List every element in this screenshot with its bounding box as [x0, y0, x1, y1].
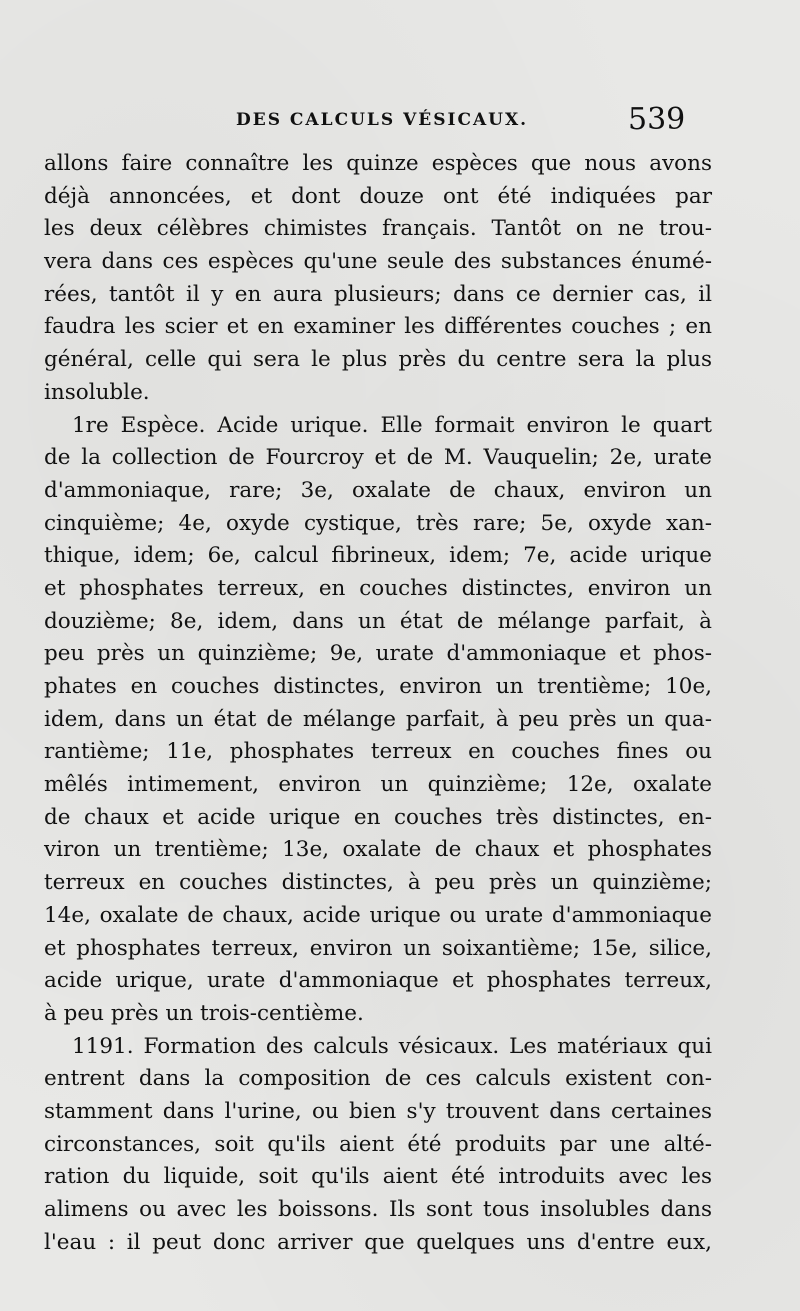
text-line: mêlés intimement, environ un quinzième; 12e, oxalate [44, 772, 712, 798]
body-text [44, 148, 712, 1259]
text-line: terreux en couches distinctes, à peu près un quinzième; [44, 870, 712, 896]
text-line: faudra les scier et en examiner les différentes couches ; en [44, 314, 712, 340]
text-line: 14e, oxalate de chaux, acide urique ou urate d'ammoniaque [44, 902, 712, 928]
page-number: 539 [628, 102, 686, 137]
text-line: allons faire connaître les quinze espèces que nous avons [44, 151, 712, 176]
text-line: thique, idem; 6e, calcul fibrineux, idem; 7e, acide urique [44, 543, 712, 569]
text-line: rantième; 11e, phosphates terreux en couches fines ou [44, 739, 712, 765]
text-line: d'ammoniaque, rare; 3e, oxalate de chaux, environ un [44, 477, 712, 503]
text-line: cinquième; 4e, oxyde cystique, très rare; 5e, oxyde xan- [44, 510, 712, 536]
text-line: 1191. Formation des calculs vésicaux. Les matériaux qui [72, 1033, 712, 1059]
text-line: alimens ou avec les boissons. Ils sont tous insolubles dans [44, 1197, 712, 1222]
text-line: rées, tantôt il y en aura plusieurs; dans ce dernier cas, il [44, 281, 712, 307]
text-line: peu près un quinzième; 9e, urate d'ammoniaque et phos- [44, 641, 712, 667]
text-line: général, celle qui sera le plus près du centre sera la plus [44, 347, 712, 373]
text-line: de la collection de Fourcroy et de M. Vauquelin; 2e, urate [44, 445, 712, 471]
text-line: de chaux et acide urique en couches très distinctes, en- [44, 804, 712, 830]
text-line: les deux célèbres chimistes français. Tantôt on ne trou- [44, 216, 712, 242]
text-line: à peu près un trois-centième. [44, 1000, 364, 1026]
text-line: 1re Espèce. Acide urique. Elle formait environ le quart [72, 412, 712, 438]
text-line: entrent dans la composition de ces calculs existent con- [44, 1066, 712, 1092]
text-line: ration du liquide, soit qu'ils aient été introduits avec les [44, 1164, 712, 1190]
text-line: et phosphates terreux, environ un soixantième; 15e, silice, [44, 935, 712, 961]
text-line: phates en couches distinctes, environ un trentième; 10e, [44, 674, 712, 699]
text-line: idem, dans un état de mélange parfait, à peu près un qua- [44, 706, 712, 732]
text-line: insoluble. [44, 379, 150, 405]
text-line: l'eau : il peut donc arriver que quelques uns d'entre eux, [44, 1229, 712, 1255]
page-header [0, 102, 800, 142]
text-line: stamment dans l'urine, ou bien s'y trouvent dans certaines [44, 1098, 712, 1124]
text-line: et phosphates terreux, en couches distinctes, environ un [44, 575, 712, 601]
text-line: viron un trentième; 13e, oxalate de chaux et phosphates [44, 837, 712, 863]
text-line: douzième; 8e, idem, dans un état de mélange parfait, à [44, 608, 712, 634]
text-line: déjà annoncées, et dont douze ont été indiquées par [44, 183, 712, 209]
text-line: acide urique, urate d'ammoniaque et phosphates terreux, [44, 968, 712, 994]
text-line: vera dans ces espèces qu'une seule des substances énumé- [44, 249, 712, 275]
text-line: circonstances, soit qu'ils aient été produits par une alté- [44, 1131, 712, 1157]
running-title: DES CALCULS VÉSICAUX. [236, 110, 529, 130]
